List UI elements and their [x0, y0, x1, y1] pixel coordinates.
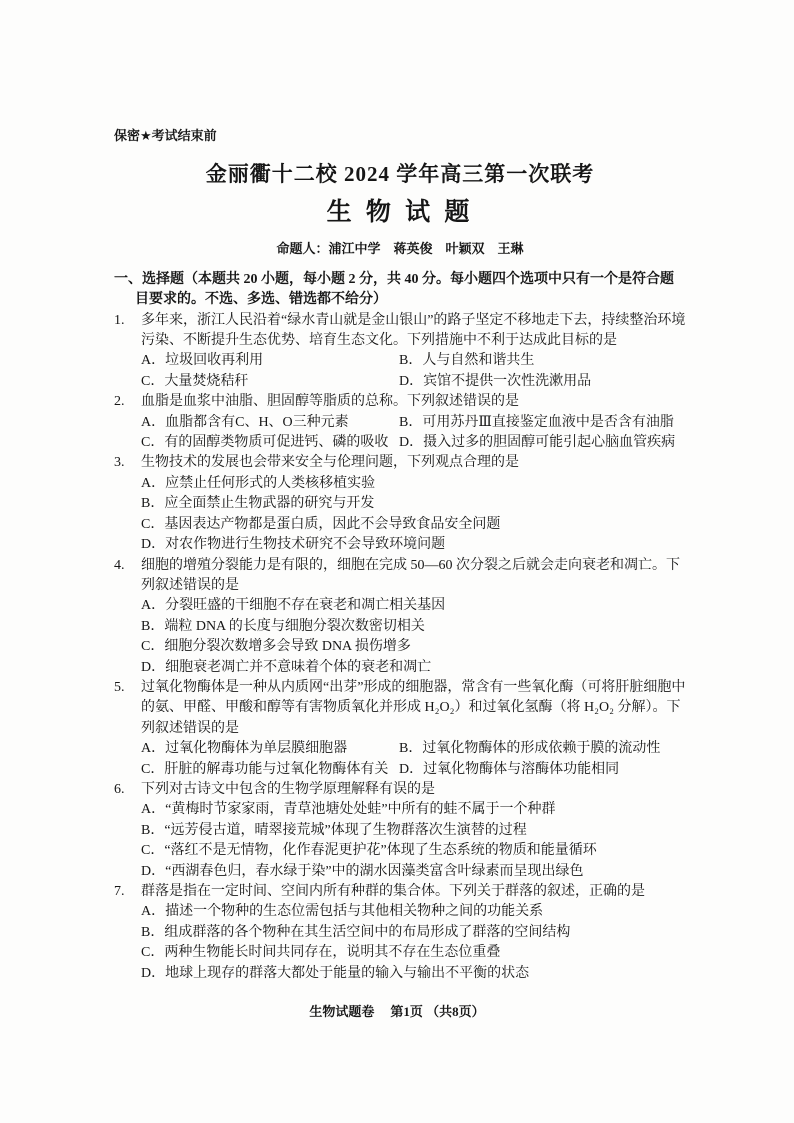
- subject-title: 生 物 试 题: [326, 199, 474, 227]
- option-c: C．细胞分裂次数增多会导致 DNA 损伤增多: [141, 639, 411, 655]
- question-stem: [114, 882, 686, 902]
- option-a: A．血脂都含有C、H、O三种元素: [141, 414, 349, 430]
- question-options: [114, 596, 686, 678]
- question-1: [114, 311, 686, 393]
- option-b: B．组成群落的各个物种在其生活空间中的布局形成了群落的空间结构: [141, 924, 571, 940]
- option-c: C．有的固醇类物质可促进钙、磷的吸收: [141, 435, 389, 451]
- section-heading: 一、选择题（本题共 20 小题，每小题 2 分，共 40 分。每小题四个选项中只有一个是符合题目要求的。不选、多选、错选都不给分）: [114, 271, 674, 308]
- question-4: [114, 556, 686, 678]
- option-b: B．可用苏丹Ⅲ直接鉴定血液中是否含有油脂: [399, 414, 674, 430]
- question-stem: [114, 780, 686, 800]
- question-2: [114, 392, 686, 453]
- option-d: D．对农作物进行生物技术研究不会导致环境问题: [141, 537, 446, 553]
- option-d: D．地球上现存的群落大都处于能量的输入与输出不平衡的状态: [141, 965, 530, 981]
- page-footer: [0, 1001, 794, 1020]
- question-options: [114, 413, 686, 454]
- question-6: [114, 780, 686, 882]
- option-a: A．描述一个物种的生态位需包括与其他相关物种之间的功能关系: [141, 904, 544, 920]
- option-a: A．过氧化物酶体为单层膜细胞器: [141, 741, 348, 757]
- option-d: D．摄入过多的胆固醇可能引起心脑血管疾病: [399, 435, 676, 451]
- page-content: [114, 126, 686, 984]
- question-number: 4.: [114, 557, 125, 573]
- question-options: [114, 739, 686, 780]
- question-stem: [114, 556, 686, 597]
- question-stem-text: 细胞的增殖分裂能力是有限的，细胞在完成 50—60 次分裂之后就会走向衰老和凋亡。下列叙述错误的是: [141, 557, 680, 593]
- question-stem-text: 生物技术的发展也会带来安全与伦理问题，下列观点合理的是: [141, 455, 519, 471]
- question-stem-text: 血脂是血浆中油脂、胆固醇等脂质的总称。下列叙述错误的是: [141, 394, 519, 410]
- question-stem: [114, 453, 686, 473]
- question-options: [114, 800, 686, 882]
- option-d: D．过氧化物酶体与溶酶体功能相同: [399, 761, 620, 777]
- footer-doc-name: 生物试题卷: [309, 1004, 375, 1019]
- proposers-line: 命题人：浦江中学 蒋英俊 叶颖双 王琳: [276, 241, 524, 257]
- confidential-notice: 保密★考试结束前: [114, 128, 217, 143]
- exam-title: 金丽衢十二校 2024 学年高三第一次联考: [205, 162, 595, 187]
- question-stem-text: 过氧化物酶体是一种从内质网“出芽”形成的细胞器，常含有一些氧化酶（可将肝脏细胞中的氨、甲醛、甲酸和醇等有害物质氧化并形成 H₂O₂）和过氧化氢酶（将 H₂O₂ 分解）。下列叙述错误的是: [141, 679, 686, 736]
- option-b: B．应全面禁止生物武器的研究与开发: [141, 496, 375, 512]
- option-b: B．“远芳侵古道，晴翠接荒城”体现了生物群落次生演替的过程: [141, 822, 527, 838]
- question-stem: [114, 392, 686, 412]
- option-b: B．端粒 DNA 的长度与细胞分裂次数密切相关: [141, 618, 425, 634]
- option-a: A．垃圾回收再利用: [141, 353, 264, 369]
- question-options: [114, 902, 686, 984]
- question-number: 7.: [114, 884, 125, 899]
- option-c: C．大量焚烧秸秆: [141, 373, 249, 389]
- option-d: D．细胞衰老凋亡并不意味着个体的衰老和凋亡: [141, 659, 432, 675]
- option-c: C．肝脏的解毒功能与过氧化物酶体有关: [141, 761, 389, 777]
- option-b: B．人与自然和谐共生: [399, 353, 535, 369]
- option-c: C．“落红不是无情物，化作春泥更护花”体现了生态系统的物质和能量循环: [141, 843, 597, 859]
- option-c: C．两种生物能长时间共同存在，说明其不存在生态位重叠: [141, 945, 501, 961]
- question-options: [114, 474, 686, 556]
- question-5: [114, 678, 686, 780]
- question-stem: [114, 311, 686, 352]
- option-a: A．应禁止任何形式的人类核移植实验: [141, 475, 376, 491]
- question-stem-text: 群落是指在一定时间、空间内所有种群的集合体。下列关于群落的叙述，正确的是: [141, 884, 645, 899]
- question-3: [114, 453, 686, 555]
- question-stem-text: 下列对古诗文中包含的生物学原理解释有误的是: [141, 781, 435, 797]
- option-d: D．“西湖春色归，春水绿于染”中的湖水因藻类富含叶绿素而呈现出绿色: [141, 863, 584, 879]
- question-number: 2.: [114, 394, 125, 410]
- question-options: [114, 351, 686, 392]
- option-c: C．基因表达产物都是蛋白质，因此不会导致食品安全问题: [141, 516, 501, 532]
- question-number: 3.: [114, 455, 125, 471]
- question-stem: [114, 678, 686, 739]
- option-a: A．分裂旺盛的干细胞不存在衰老和凋亡相关基因: [141, 598, 446, 614]
- footer-page-number: 第1页 （共8页）: [390, 1004, 485, 1019]
- question-stem-text: 多年来，浙江人民沿着“绿水青山就是金山银山”的路子坚定不移地走下去，持续整治环境污染、不断提升生态优势、培育生态文化。下列措施中不利于达成此目标的是: [141, 312, 686, 349]
- question-number: 5.: [114, 679, 125, 695]
- question-number: 1.: [114, 312, 125, 328]
- option-d: D．宾馆不提供一次性洗漱用品: [399, 373, 592, 389]
- option-a: A．“黄梅时节家家雨，青草池塘处处蛙”中所有的蛙不属于一个种群: [141, 802, 556, 818]
- option-b: B．过氧化物酶体的形成依赖于膜的流动性: [399, 741, 661, 757]
- question-number: 6.: [114, 781, 125, 797]
- question-7: [114, 882, 686, 984]
